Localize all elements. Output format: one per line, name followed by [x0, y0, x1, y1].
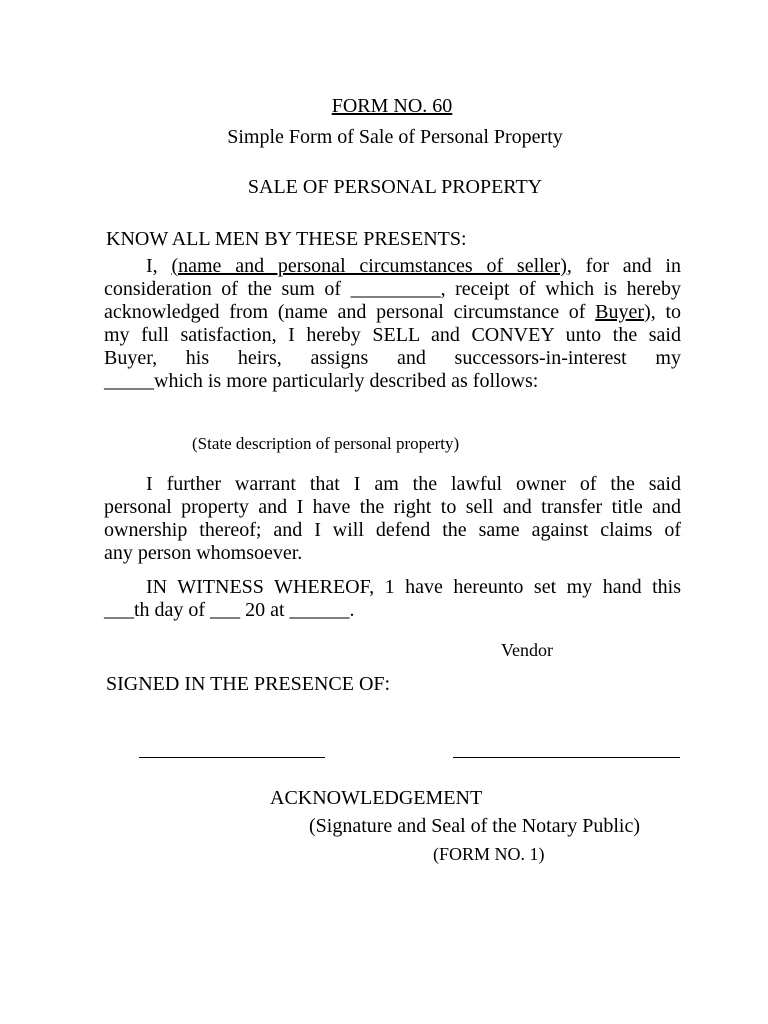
form-subtitle: Simple Form of Sale of Personal Property — [227, 126, 563, 148]
paragraph-line: my full satisfaction, I hereby SELL and CONVEY unto the said — [104, 324, 681, 346]
know-all-men-heading: KNOW ALL MEN BY THESE PRESENTS: — [106, 228, 467, 250]
signed-in-presence-label: SIGNED IN THE PRESENCE OF: — [106, 673, 391, 695]
paragraph-line: ___th day of ___ 20 at ______. — [104, 599, 355, 621]
witness-signature-line-1 — [139, 757, 325, 758]
paragraph-line: ownership thereof; and I will defend the same against claims of — [104, 519, 681, 541]
warranty-paragraph — [104, 473, 681, 565]
paragraph-line: IN WITNESS WHEREOF, 1 have hereunto set my hand this — [146, 576, 681, 598]
form-reference: (FORM NO. 1) — [433, 844, 545, 864]
paragraph-line: I, (name and personal circumstances of seller), for and in — [146, 255, 681, 277]
document-heading: SALE OF PERSONAL PROPERTY — [247, 176, 543, 198]
paragraph-line: Buyer, his heirs, assigns and successors-in-interest my — [104, 347, 681, 369]
paragraph-line: consideration of the sum of _________, receipt of which is hereby — [104, 278, 681, 300]
paragraph-line: _____which is more particularly described as follows: — [104, 370, 539, 392]
state-description-note: (State description of personal property) — [192, 434, 460, 453]
paragraph-line: any person whomsoever. — [104, 542, 303, 564]
acknowledgement-heading: ACKNOWLEDGEMENT — [270, 787, 483, 809]
form-number-title: FORM NO. 60 — [331, 95, 453, 117]
seller-placeholder: (name and personal circumstances of seller) — [171, 255, 567, 277]
paragraph-line: personal property and I have the right to sell and transfer title and — [104, 496, 681, 518]
notary-note: (Signature and Seal of the Notary Public) — [309, 815, 641, 837]
sale-paragraph — [104, 255, 681, 393]
buyer-placeholder: Buyer — [595, 301, 645, 323]
vendor-label: Vendor — [501, 640, 553, 660]
paragraph-line: I further warrant that I am the lawful owner of the said — [146, 473, 681, 495]
paragraph-line: acknowledged from (name and personal circumstance of Buyer), to — [104, 301, 681, 323]
witness-paragraph — [104, 576, 681, 622]
witness-signature-line-2 — [453, 757, 680, 758]
